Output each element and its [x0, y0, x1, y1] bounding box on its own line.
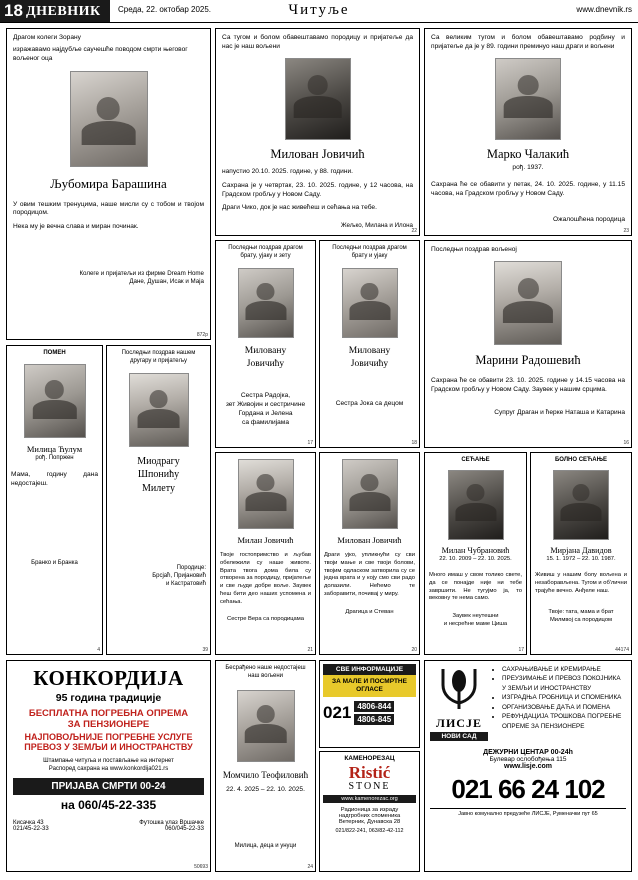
masthead-rule — [0, 22, 638, 23]
deceased-name: Љубомира Барашина — [50, 176, 167, 192]
obit-ref-number: 22 — [411, 228, 417, 234]
obituary-jovicic-main — [215, 28, 420, 236]
deceased-name-1: Миодрагу — [137, 456, 180, 467]
memorial-cubranovic — [424, 452, 527, 655]
ad-note-1: Штампање читуља и постављање на интернет — [43, 758, 174, 764]
ad-line-2: ЗА ПЕНЗИОНЕРЕ — [67, 719, 150, 730]
obit-line-3: вољеног оца — [13, 54, 53, 62]
obit-signature: Сестре Вера са породицама — [227, 616, 304, 623]
memorial-signature-2: и несрећне маме Циша — [443, 620, 508, 627]
obit-ref-number: 44174 — [615, 647, 629, 653]
obit-dates: 22. 4. 2025 – 22. 10. 2025. — [226, 785, 305, 793]
memorial-signature: Бранко и Бранка — [31, 560, 78, 567]
obit-ref-number: 23 — [623, 228, 629, 234]
obit-header: Последњи поздрав драгом брату и ујаку — [332, 245, 407, 259]
ad-phone-2[interactable]: 4806-845 — [354, 714, 394, 725]
ad-duty-center: ДЕЖУРНИ ЦЕНТАР 00-24h — [483, 749, 573, 756]
page-number: 18 — [4, 1, 23, 20]
deceased-name: Марини Радошевић — [475, 352, 581, 367]
obit-text-1: У овим тешким тренуцима, наше мисли су с тобом и твојом породицом. — [13, 200, 204, 217]
ad-title: КОНКОРДИЈА — [33, 666, 184, 690]
obit-line-2: изражавамо најдубље саучешће поводом смрти његовог — [13, 45, 188, 53]
obit-signature-1: Породице: — [176, 564, 206, 571]
obit-signature-2: Дане, Душан, Исак и Маја — [129, 278, 204, 286]
memorial-dates: 15. 1. 1972 – 22. 10. 1987. — [546, 556, 616, 563]
obituary-milovanu-2 — [319, 240, 420, 448]
obit-signature-1: Колеге и пријатељи из фирме Dream Home — [79, 269, 204, 277]
list-item: ОПРЕМЕ ЗА ПЕНЗИОНЕРЕ — [502, 722, 585, 730]
memorial-signature-2: Милмвој са породицом — [549, 616, 613, 623]
deceased-name: Милован Јовичић — [270, 146, 365, 161]
deceased-name: Милан Чубрановић — [441, 545, 510, 555]
ad-brand-sub: STONE — [348, 780, 391, 792]
obit-signature: Ожалошћена породица — [553, 216, 625, 224]
memorial-text: Мама, годину дана недостајеш. — [11, 470, 98, 487]
ad-phone[interactable]: на 060/45-22-335 — [60, 798, 157, 813]
obit-signature-1: Сестра Радојка, — [240, 392, 291, 400]
obit-signature-2: зет Живојин и сестричине — [225, 401, 306, 409]
memorial-dates: 22. 10. 2009 – 22. 10. 2025. — [439, 556, 512, 563]
ad-area-code: 021 — [323, 703, 352, 723]
ad-company-city: НОВИ САД — [430, 732, 488, 741]
obit-text-2: Сахрана је у четвртак, 23. 10. 2025. године, у 12 часова, на Градском гробљу у Новом Саду. — [222, 181, 413, 198]
memorial-header: СЕЋАЊЕ — [461, 457, 490, 463]
obituary-teofilovic — [215, 660, 316, 872]
obit-signature: Милица, деца и унуци — [234, 842, 297, 849]
ad-line-2: надгробних споменика — [338, 812, 401, 819]
obit-ref-number: 17 — [307, 440, 313, 446]
ad-tradition: 95 година традиције — [55, 692, 162, 704]
memorial-header: БОЛНО СЕЋАЊЕ — [554, 457, 607, 463]
obit-ref-number: 21 — [307, 647, 313, 653]
list-item: • ПРЕУЗИМАЊЕ И ПРЕВОЗ ПОКОЈНИКА — [502, 674, 626, 683]
obit-line-1: Драгом колеги Зорану — [13, 34, 81, 41]
list-item: У ЗЕМЉИ И ИНОСТРАНСТВУ — [502, 684, 592, 692]
portrait-photo — [342, 268, 398, 338]
obit-signature-3: и Кастратовић — [165, 580, 206, 587]
obit-ref-number: 18 — [411, 440, 417, 446]
issue-date: Среда, 22. октобар 2025. — [118, 5, 212, 14]
list-item: • РЕФУНДАЦИЈА ТРОШКОВА ПОГРЕБНЕ — [502, 712, 626, 721]
paper-name: ДНЕВНИК — [26, 4, 101, 19]
ad-report-death-bar[interactable]: ПРИЈАВА СМРТИ 00-24 — [13, 778, 204, 795]
obituary-sponic — [106, 345, 211, 655]
obit-ref-number: 24 — [307, 864, 313, 870]
section-title: Читуље — [288, 2, 350, 18]
ad-phone-1: 021/45-22-33 — [13, 826, 49, 833]
obituary-calakic — [424, 28, 632, 236]
deceased-name: Марко Чалакић — [486, 146, 570, 161]
portrait-photo — [342, 459, 398, 529]
portrait-photo — [70, 71, 148, 167]
list-item: • ИЗГРАДЊА ГРОБНИЦА И СПОМЕНИКА — [502, 693, 626, 702]
obit-ref-number: 872p — [196, 332, 208, 338]
obit-text: Твоје гостопримство и љубав обележили су наше животе. Врата твога дома била су отворена за породицу, пријатеље и све људе добре воље. Заувек ћеш бити део наших успомена и сећања. — [220, 552, 311, 605]
obit-ref-number: 4 — [97, 647, 100, 653]
memorial-header: ПОМЕН — [43, 350, 66, 356]
deceased-name-2: Шпонићу — [137, 469, 180, 481]
ad-footer: Јавно комунално предузеће ЛИСЈЕ, Руменачки пут 65 — [430, 808, 626, 817]
ad-address: Булевар ослобођења 115 — [489, 756, 567, 763]
ad-website[interactable]: www.lisje.com — [504, 763, 552, 770]
ad-category: КАМЕНОРЕЗАЦ — [344, 755, 395, 762]
obit-ref-number: 17 — [518, 647, 524, 653]
ad-line-3: НАЈПОВОЉНИЈЕ ПОГРЕБНЕ УСЛУГЕ — [24, 732, 193, 742]
obituary-barasin — [6, 28, 211, 340]
memorial-signature-1: Твоје: тата, мама и брат — [548, 609, 614, 616]
list-item: • САХРАЊИВАЊЕ И КРЕМИРАЊЕ — [502, 665, 626, 674]
lisje-logo-icon — [435, 665, 483, 711]
ad-ref-number: 50693 — [194, 864, 208, 870]
portrait-photo — [448, 470, 504, 540]
website-url[interactable]: www.dnevnik.rs — [576, 5, 632, 14]
ad-line-3: Ветерник, Дунавска 28 — [338, 818, 401, 825]
deceased-nickname: Милету — [142, 482, 175, 494]
obit-text-1: напустио 20.10. 2025. године, у 88. години. — [222, 168, 353, 176]
obituary-milovan-jovicic-small — [319, 452, 420, 655]
portrait-photo — [553, 470, 609, 540]
memorial-signature-1: Заувек неутешни — [452, 612, 499, 619]
obit-signature: Супруг Драган и ћерке Наташа и Катарина — [494, 408, 625, 416]
deceased-name: Милица Ћулум — [26, 443, 83, 454]
obit-header: Последњи поздрав нашем другару и пријатељу — [121, 350, 196, 364]
masthead — [0, 0, 638, 22]
ad-address-2: Футошка улаз Вршачке — [139, 820, 204, 827]
ad-classifieds[interactable] — [319, 660, 420, 748]
obit-text-3: Драги Чико, док је нас живећеш и сећања на тебе. — [222, 204, 377, 212]
ad-services-list — [493, 665, 626, 731]
ad-website[interactable]: www.kamenorezac.org — [323, 795, 416, 803]
obit-header: Последњи поздрав вољеној — [431, 246, 517, 253]
portrait-photo — [494, 261, 562, 345]
memorial-text: Живиш у нашим болу вољена и незаборављена. Тугом и об'лични трајуће вечно. Анђеле наш. — [535, 572, 627, 594]
obit-signature-3: Гордана и Јелена — [238, 409, 293, 417]
portrait-photo — [129, 373, 189, 447]
obit-signature: Сестра Јока са децом — [335, 400, 404, 408]
obit-header: Са великим тугом и болом обавештавамо родбину и пријатеље да је у 89. години преминуо наш драги и вољени — [431, 34, 625, 50]
list-item: • ОРГАНИЗОВАЊЕ ДАЋА И ПОМЕНА — [502, 703, 626, 712]
obit-header: Последњи поздрав драгом брату, ујаку и зету — [228, 245, 303, 259]
obit-text: Драги ујко, упликнући су сви твоји мање и све твоји болови, твојим одласком затворила су се једна врата и у коју смо сви радо долазили. Нећемо те заборавити, почивај у миру. — [324, 552, 415, 597]
portrait-photo — [495, 58, 561, 140]
ad-phone[interactable]: 021 66 24 102 — [451, 774, 605, 804]
ad-company-name: ЛИСЈЕ — [436, 716, 482, 730]
deceased-name-1: Миловану — [348, 346, 391, 356]
obit-header: Са тугом и болом обавештавамо породицу и пријатеље да нас је наш вољени — [222, 34, 413, 50]
deceased-name-2: Јовичићу — [350, 358, 389, 369]
obituary-radosevic — [424, 240, 632, 448]
obit-ref-number: 16 — [623, 440, 629, 446]
ad-address-1: Кисачка 43 — [13, 820, 44, 827]
deceased-birth-year: рођ. 1937. — [512, 164, 544, 172]
ad-subtitle-2: ОГЛАСЕ — [356, 685, 383, 693]
ad-line-4: ПРЕВОЗ У ЗЕМЉИ И ИНОСТРАНСТВУ — [24, 742, 193, 752]
ad-konkordija[interactable] — [6, 660, 211, 872]
obit-signature: Жељко, Милана и Илона — [340, 222, 413, 230]
portrait-photo — [24, 364, 86, 438]
obituary-milovanu-1 — [215, 240, 316, 448]
ad-lisje[interactable] — [424, 660, 632, 872]
deceased-name-1: Миловану — [244, 346, 287, 356]
deceased-name: Милан Јовичић — [237, 535, 294, 545]
obit-text-2: Нека му је вечна слава и миран починак. — [13, 223, 139, 231]
memorial-text: Много имаш у свом толико свете, да се понајде није ни тебе завршити. Не тугујмо ја, то вековну те нема само. — [429, 572, 522, 602]
obit-funeral-info: Сахрана ће се обавити 23. 10. 2025. године у 14.15 часова на Градском гробљу у Новом Саду. Заувек у нашим срцима. — [431, 377, 625, 394]
memorial-davidov — [530, 452, 632, 655]
deceased-name: Милован Јовичић — [337, 535, 402, 545]
deceased-name-line-1: Момчило Теофиловић — [222, 770, 309, 780]
deceased-name: Мирјана Давидов — [550, 545, 612, 555]
obit-signature-4: са фамилијама — [242, 418, 289, 426]
obit-signature: Драгица и Стеван — [345, 608, 394, 615]
ad-title: СВЕ ИНФОРМАЦИЈЕ — [323, 664, 416, 675]
ad-subtitle-1: ЗА МАЛЕ И ПОСМРТНЕ — [332, 678, 407, 685]
obit-signature-2: Брсјаћ, Пријановић — [152, 572, 206, 579]
ad-note-2: Распоред сахрана на www.konkordija021.rs — [48, 766, 169, 773]
obit-ref-number: 20 — [411, 647, 417, 653]
deceased-name-2: Јовичићу — [246, 358, 285, 369]
ad-line-1: Радионица за израду — [340, 806, 399, 813]
memorial-culum — [6, 345, 103, 655]
portrait-photo — [238, 268, 294, 338]
obit-header: Бесрађено наше недостајеш наш вољени — [225, 665, 306, 679]
deceased-maiden-name: рођ. Попржен — [35, 454, 74, 461]
ad-line-1: БЕСПЛАТНА ПОГРЕБНА ОПРЕМА — [28, 708, 189, 719]
ad-brand-name: Ristić — [348, 763, 391, 782]
obit-funeral-info: Сахрана ће се обавити у петак, 24. 10. 2025. године, у 11.15 часова, на Градском гробљу у Новом Саду. — [431, 180, 625, 197]
ad-phone-2: 060/045-22-33 — [164, 826, 204, 833]
obit-ref-number: 39 — [202, 647, 208, 653]
ad-phone-1[interactable]: 4806-844 — [354, 701, 394, 712]
obituary-milan-jovicic — [215, 452, 316, 655]
ad-phone: 021/822-241, 063/82-42-112 — [335, 827, 404, 834]
ad-ristic-stone[interactable] — [319, 751, 420, 872]
portrait-photo — [238, 459, 294, 529]
portrait-photo — [285, 58, 351, 140]
portrait-photo — [237, 690, 295, 762]
